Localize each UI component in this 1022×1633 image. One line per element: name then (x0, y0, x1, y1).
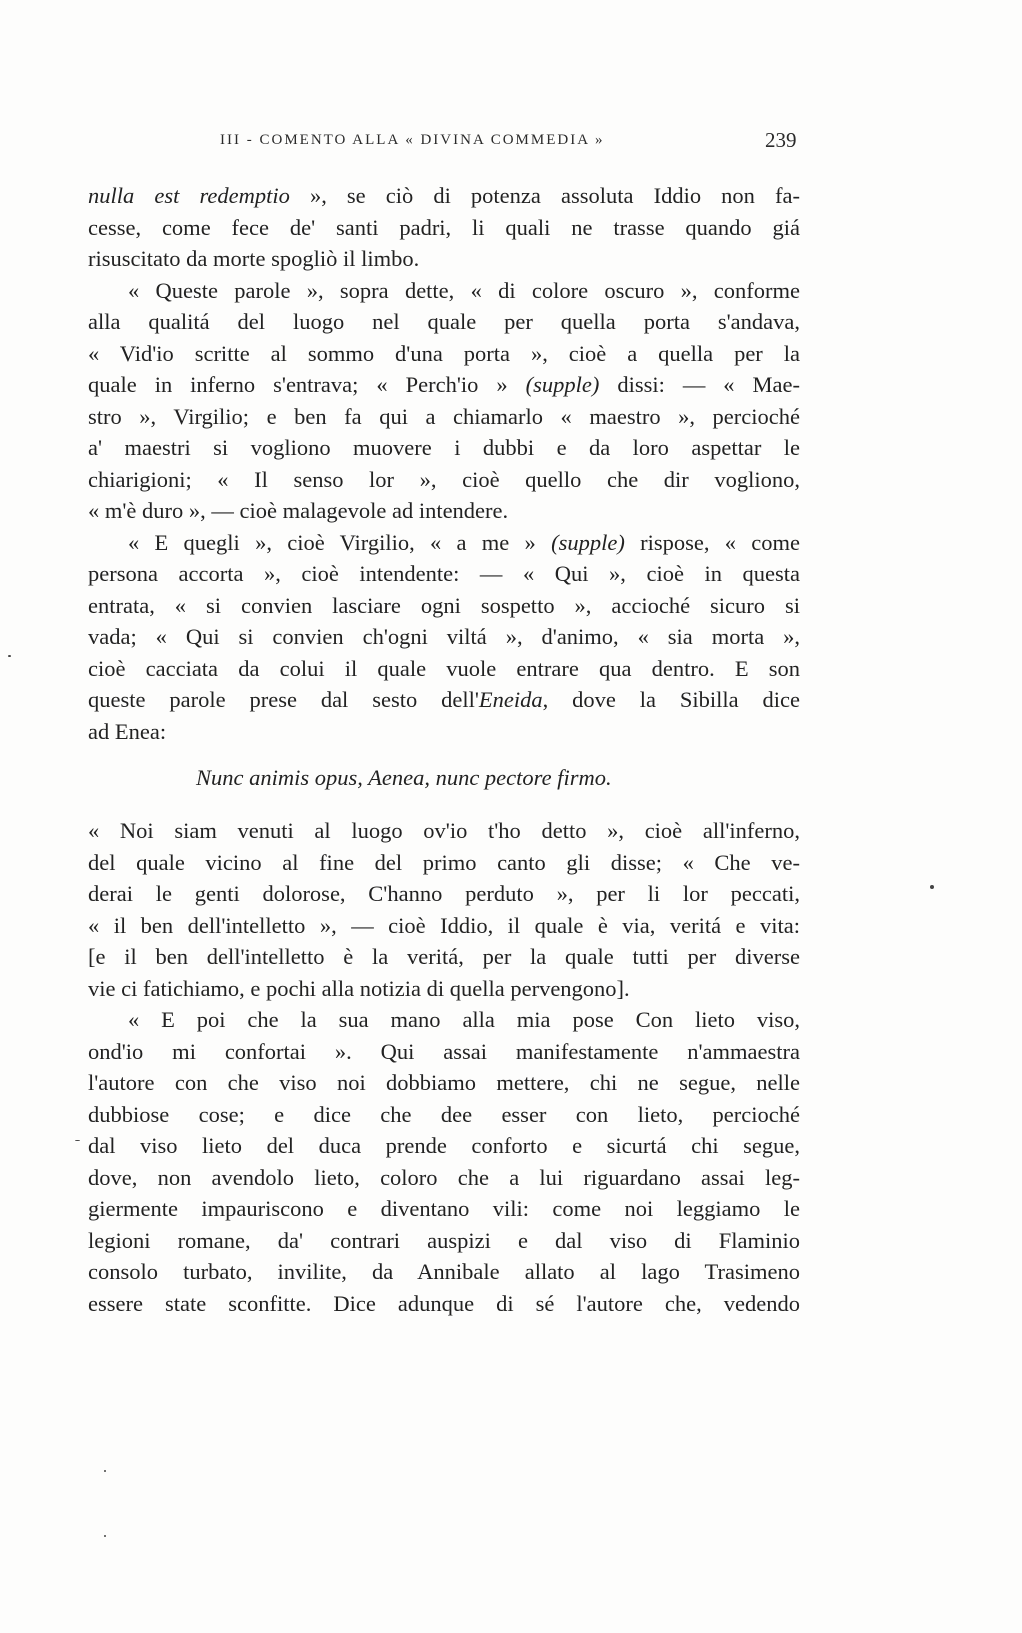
text-line: entrata, « si convien lasciare ogni sospetto », accioché sicuro si (88, 592, 800, 618)
text-line: « Vid'io scritte al sommo d'una porta », cioè a quella per la (88, 340, 800, 366)
text-line: persona accorta », cioè intendente: — « Qui », cioè in questa (88, 561, 800, 586)
text-line: « E poi che la sua mano alla mia pose Con lieto viso, (128, 1007, 800, 1032)
text-line: dal viso lieto del duca prende conforto e sicurtá chi segue, (88, 1133, 800, 1158)
italic-phrase: nulla est redemptio (88, 183, 290, 208)
latin-verse-quote: Nunc animis opus, Aenea, nunc pectore firmo. (196, 765, 612, 790)
text-line: essere state sconfitte. Dice adunque di sé l'autore che, vedendo (88, 1290, 800, 1316)
text-line: chiarigioni; « Il senso lor », cioè quello che dir vogliono, (88, 466, 800, 492)
text-line: [e il ben dell'intelletto è la veritá, per la quale tutti per diverse (88, 944, 800, 969)
text-line: risuscitato da morte spogliò il limbo. (88, 246, 420, 271)
text-line: cioè cacciata da colui il quale vuole entrare qua dentro. E son (88, 655, 800, 681)
text-line: legioni romane, da' contrari auspizi e dal viso di Flaminio (88, 1227, 800, 1253)
italic-phrase: Eneida (478, 687, 543, 712)
text-block-2 (88, 815, 800, 1319)
text-line: cesse, come fece de' santi padri, li quali ne trasse quando giá (88, 214, 800, 240)
text-line: dove, non avendolo lieto, coloro che a lui riguardano assai leg- (88, 1164, 800, 1190)
text-line: ond'io mi confortai ». Qui assai manifestamente n'ammaestra (88, 1038, 800, 1064)
text-line: consolo turbato, invilite, da Annibale allato al lago Trasimeno (88, 1259, 800, 1284)
scan-speck (104, 1470, 106, 1472)
text-line: dubbiose cose; e dice che dee esser con lieto, percioché (88, 1101, 800, 1127)
text-line: del quale vicino al fine del primo canto gli disse; « Che ve- (88, 849, 800, 875)
text-line: a' maestri si vogliono muovere i dubbi e da loro aspettar le (88, 435, 800, 460)
text-line: ad Enea: (88, 718, 167, 744)
scan-speck (75, 1140, 80, 1141)
page-number: 239 (765, 128, 797, 152)
text-line: derai le genti dolorose, C'hanno perduto », per li lor peccati, (88, 881, 800, 906)
text-line: l'autore con che viso noi dobbiamo mettere, chi ne segue, nelle (88, 1070, 800, 1095)
text-line: nulla est redemptio », se ciò di potenza assoluta Iddio non fa- (88, 183, 800, 208)
scan-speck (104, 1535, 106, 1537)
text-line: vada; « Qui si convien ch'ogni viltá », d'animo, « sia morta », (88, 624, 800, 649)
text-line: « m'è duro », — cioè malagevole ad intendere. (88, 498, 509, 523)
text-line: stro », Virgilio; e ben fa qui a chiamarlo « maestro », percioché (88, 403, 800, 429)
italic-phrase: (supple) (551, 529, 625, 555)
text-block-1 (88, 180, 800, 747)
text-line: « il ben dell'intelletto », — cioè Iddio, il quale è via, veritá e vita: (88, 912, 800, 938)
scan-speck (8, 655, 11, 657)
text-line: giermente impauriscono e diventano vili: come noi leggiamo le (88, 1196, 800, 1221)
scan-speck (930, 885, 934, 889)
text-line: quale in inferno s'entrava; « Perch'io » (supple) dissi: — « Mae- (88, 372, 800, 397)
running-title: III - COMENTO ALLA « DIVINA COMMEDIA » (220, 132, 605, 148)
text-line: « E quegli », cioè Virgilio, « a me » (supple) rispose, « come (128, 529, 800, 555)
text-line: vie ci fatichiamo, e pochi alla notizia di quella pervengono]. (88, 975, 630, 1001)
text-line: queste parole prese dal sesto dell'Eneida, dove la Sibilla dice (88, 687, 800, 712)
text-line: alla qualitá del luogo nel quale per quella porta s'andava, (88, 309, 800, 334)
italic-phrase: (supple) (525, 372, 600, 397)
text-line: « Noi siam venuti al luogo ov'io t'ho detto », cioè all'inferno, (88, 818, 800, 843)
text-line: « Queste parole », sopra dette, « di colore oscuro », conforme (128, 277, 800, 303)
